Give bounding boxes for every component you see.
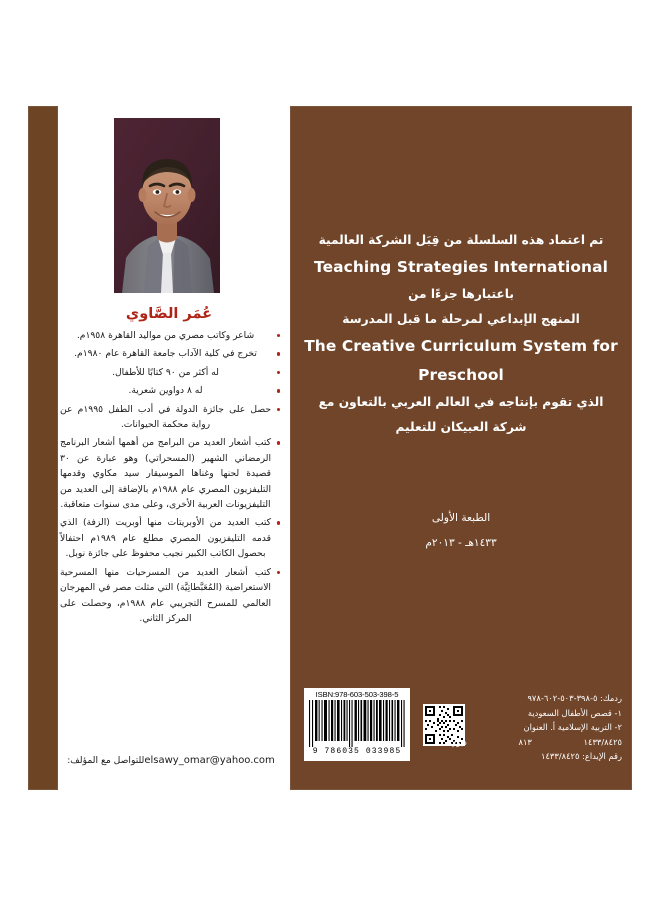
- isbn-barcode: [304, 688, 410, 761]
- list-item: شاعر وكاتب مصري من مواليد القاهرة ١٩٥٨م.: [60, 328, 282, 343]
- author-name: عُمَر الصَّاوي: [125, 306, 213, 322]
- author-portrait-illustration: [114, 118, 220, 293]
- author-email[interactable]: elsawy_omar@yahoo.com: [144, 755, 275, 766]
- endorsement-block: [300, 228, 622, 440]
- endorsement-line-4: المنهج الإبداعي لمرحلة ما قبل المدرسة: [342, 312, 580, 326]
- barcode-digits: 9 786035 033985: [312, 747, 402, 756]
- endorsement-line-6: الذي تقوم بإنتاجه في العالم العربي بالتعاون مع: [318, 395, 604, 409]
- back-cover-panel: [58, 106, 290, 790]
- endorsement-line-2: Teaching Strategies International: [314, 258, 608, 276]
- front-cover-panel: [290, 106, 632, 790]
- list-item: تخرج في كلية الآداب جامعة القاهرة عام ١٩٨٠م.: [60, 346, 282, 361]
- catalog-deposit-row: [450, 749, 622, 764]
- endorsement-line-7: شركة العبيكان للتعليم: [395, 420, 527, 434]
- author-bio-list: [60, 328, 282, 629]
- list-item: كتب أشعار العديد من المسرحيات منها المسرحية الاستعراضية (المُعَبَّطاتِيَّة) التي مثلت مصر في المهرجان العالمي للمسرح التجريبي عام ١٩٨٨م، وحصلت على المركز الثاني.: [60, 565, 282, 627]
- catalog-deposit-label: رقم الإيداع:: [582, 751, 622, 762]
- endorsement-line-5: The Creative Curriculum System for Preschool: [304, 337, 618, 384]
- catalog-isbn-line: ردمك: ٥-٣٩٨-٥٠٣-٦٠٢-٩٧٨: [527, 693, 622, 704]
- catalog-dewey-row: [450, 735, 622, 750]
- cataloging-data: [450, 691, 622, 764]
- edition-date: ١٤٣٣هـ - ٢٠١٣م: [425, 537, 497, 549]
- catalog-dewey-number: ١٤٣٣/٨٤٢٥: [583, 736, 622, 747]
- endorsement-line-3: باعتبارها جزءًا من: [408, 287, 514, 301]
- edition-label: الطبعة الأولى: [431, 512, 491, 524]
- list-item: كتب أشعار العديد من البرامج من أهمها أشعار البرنامج الرمضاني الشهير (المسحراتي) وهو عبارة عن ٣٠ قصيدة لحنها وغناها الموسيقار سيد مكاوي وقدمها التليفزيون المصري عام ١٩٨٨م بالإضافة إلى العديد من التليفزيونات العربية الأخرى، وعلى مدى سنوات متعاقبة.: [60, 435, 282, 512]
- author-photo: [114, 118, 220, 293]
- isbn-label: ISBN:978-603-503-398-5: [315, 690, 399, 699]
- barcode-bars-icon: [307, 700, 407, 747]
- endorsement-line-1: تم اعتماد هذه السلسلة من قِبَل الشركة العالمية: [318, 233, 604, 247]
- catalog-dewey-label: ديوي: [450, 736, 467, 747]
- list-item: له ٨ دواوين شعرية.: [60, 383, 282, 398]
- catalog-subject-1: ١- قصص الأطفال السعودية: [527, 707, 622, 718]
- list-item: له أكثر من ٩٠ كتابًا للأطفال.: [60, 365, 282, 380]
- catalog-deposit-value: ١٤٣٣/٨٤٢٥: [541, 751, 580, 762]
- contact-label: للتواصل مع المؤلف:: [67, 755, 145, 766]
- book-spine: [28, 106, 58, 790]
- author-contact: [60, 754, 282, 768]
- list-item: كتب العديد من الأوبريتات منها أوبريت (الزفة) الذي قدمه التليفزيون المصري مطلع عام ١٩٨٩م احتفالاً بحصول الكاتب الكبير نجيب محفوظ على جائزة نوبل.: [60, 515, 282, 561]
- list-item: حصل على جائزة الدولة في أدب الطفل ١٩٩٥م عن رواية محكمة الحيوانات.: [60, 402, 282, 433]
- catalog-subject-2: ٢- التربية الإسلامية أ. العنوان: [523, 722, 622, 733]
- catalog-dewey-value: ٨١٣: [518, 736, 532, 747]
- edition-block: [300, 506, 622, 556]
